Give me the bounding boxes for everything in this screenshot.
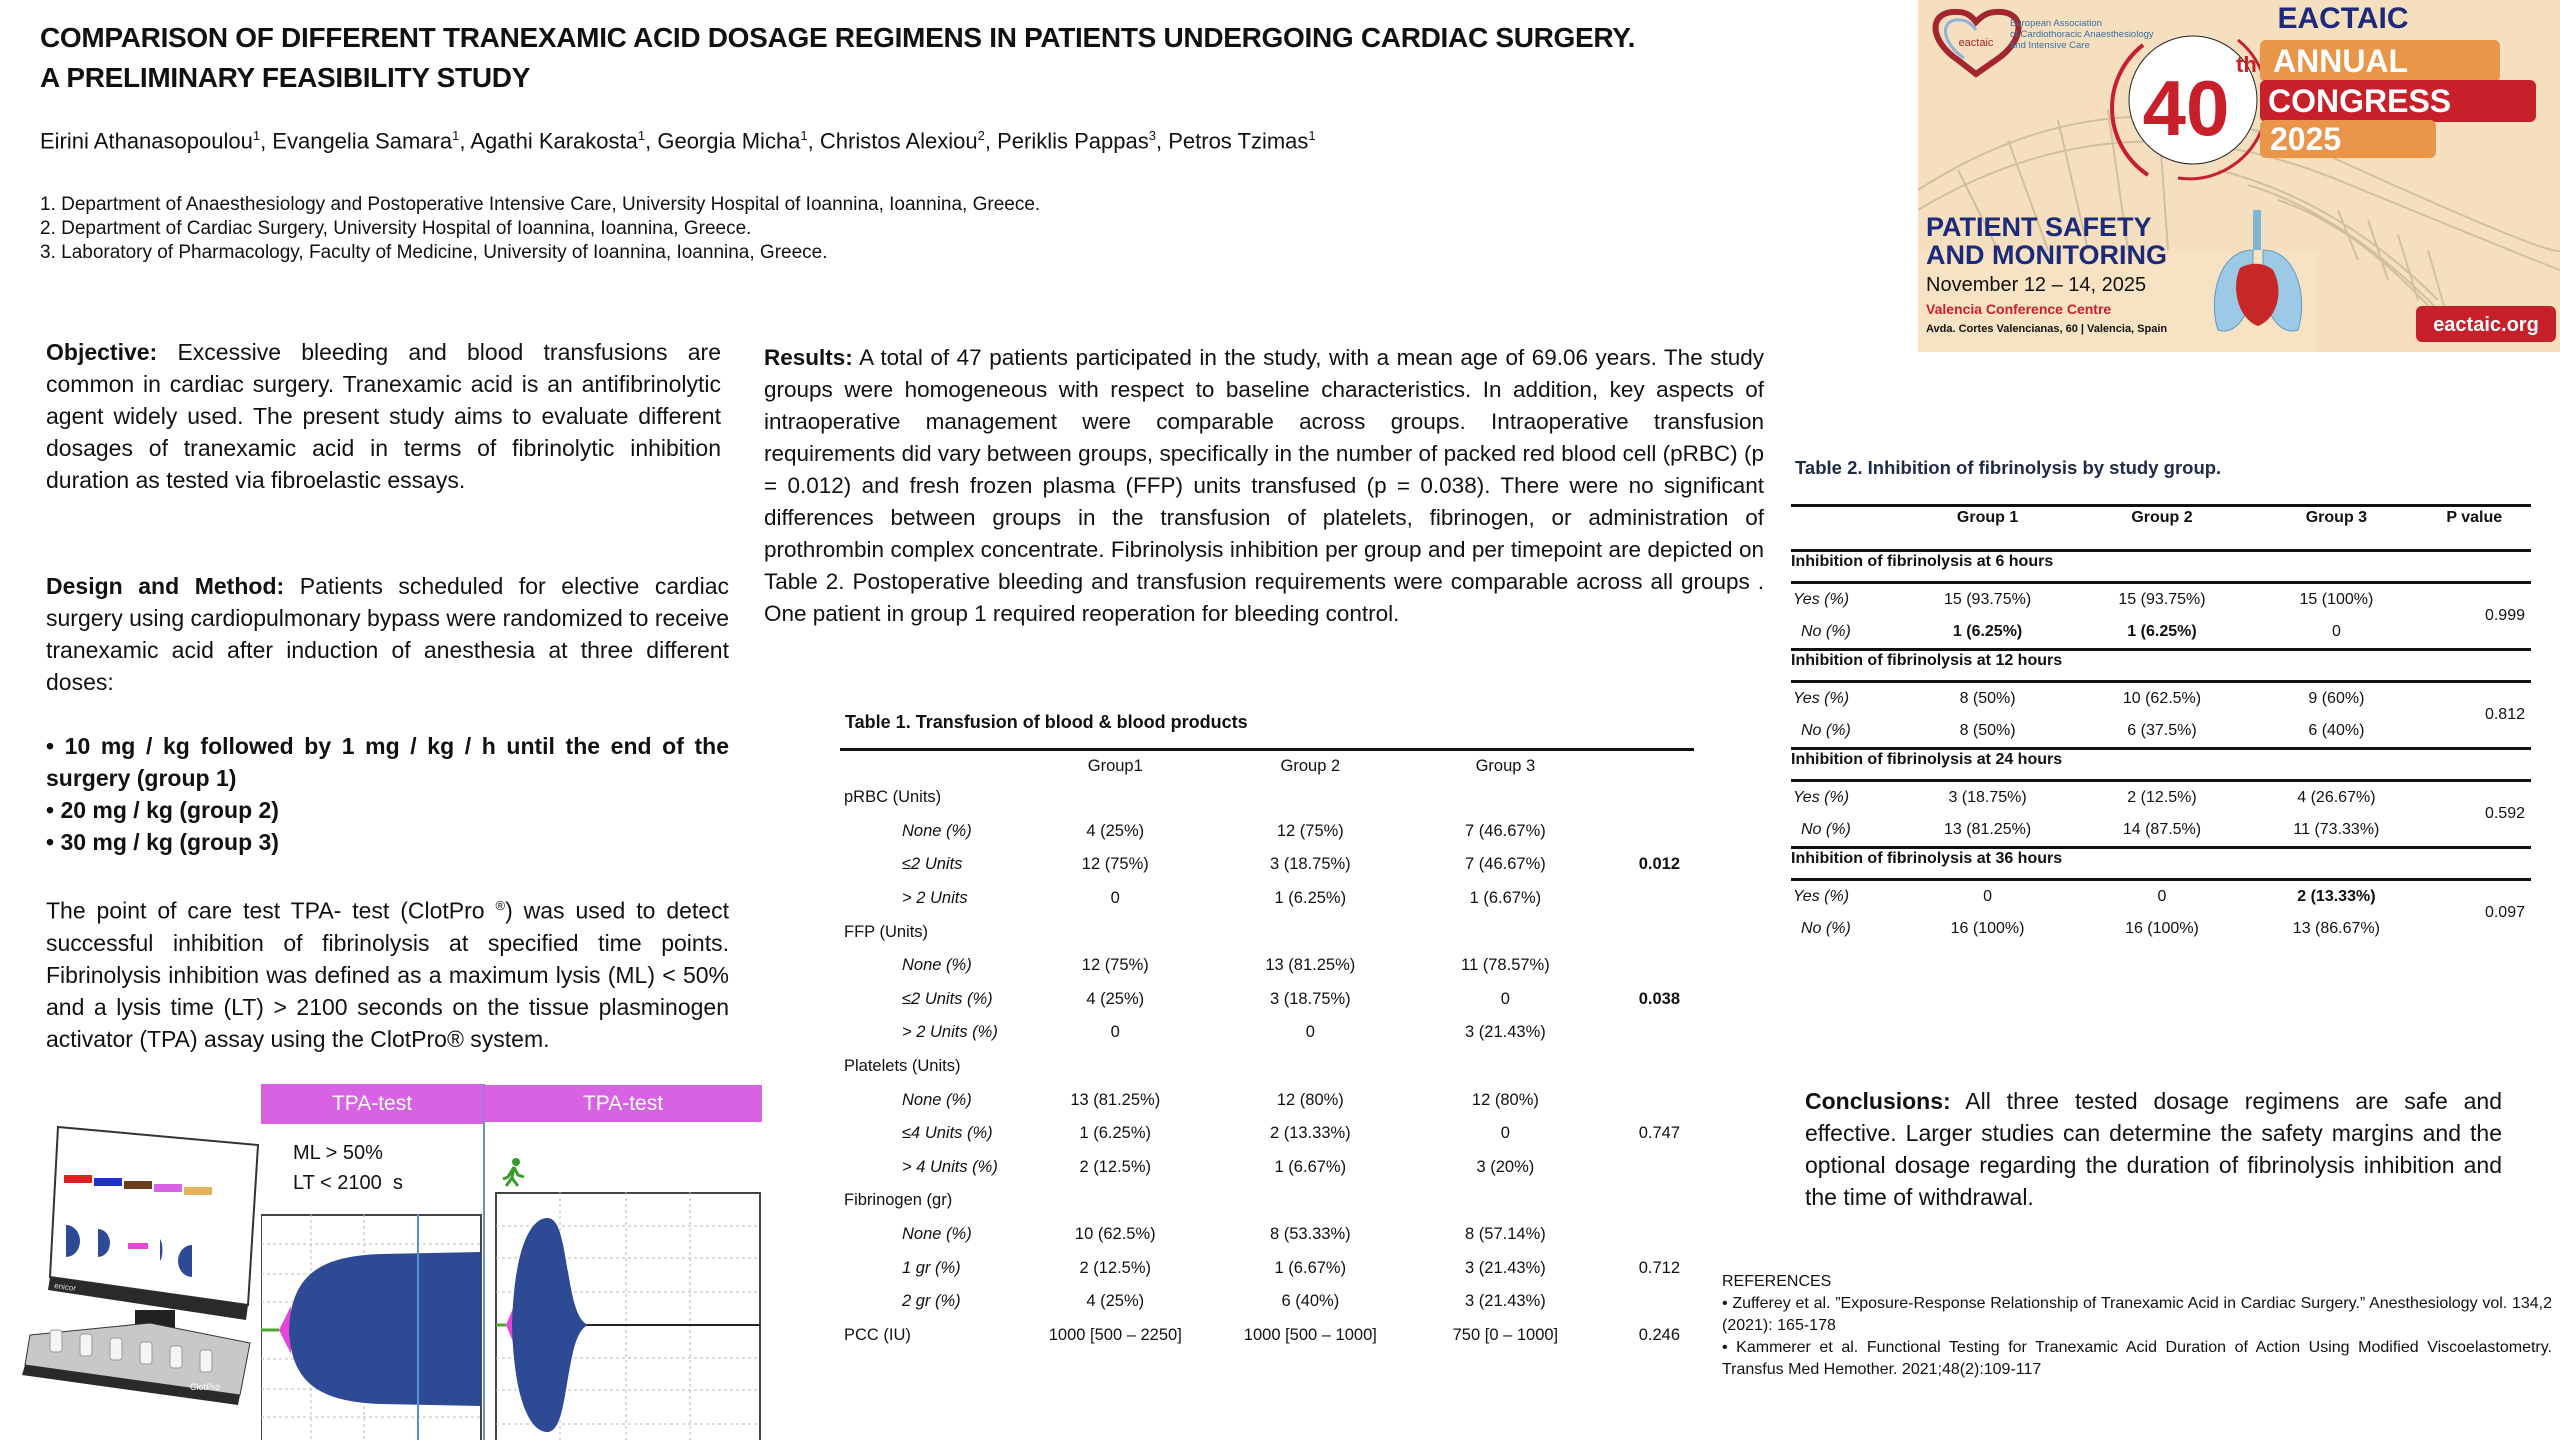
table1-p-value [1603, 1083, 1694, 1117]
table2-cell: 6 (40%) [2308, 722, 2365, 739]
table2-cell: 8 (50%) [1900, 682, 2074, 716]
objective-text: Excessive bleeding and blood transfusions are common in cardiac surgery. Tranexamic acid is an antifibrinolytic agent widely used. The present study aims to evaluate different dosages of tranexamic acid in terms of fibrinolytic inhibition duration as tested via fibroelastic essays. [46, 339, 721, 493]
table1-cell: 1 (6.67%) [1274, 1157, 1347, 1176]
table2-column-header: P value [2424, 506, 2531, 551]
table1-cell: 12 (75%) [1081, 855, 1149, 874]
running-person-icon [500, 1157, 526, 1187]
design-label: Design and Method: [46, 573, 285, 599]
congress-label: CONGRESS [2268, 83, 2452, 119]
table2-cell: 0 [2331, 623, 2341, 640]
design-text: Patients scheduled for elective cardiac surgery using cardiopulmonary bypass were randomized to receive tranexamic acid after induction of anesthesia at three different doses: [46, 573, 730, 695]
table1-column-header: Group 2 [1213, 750, 1408, 782]
conclusions-section [1805, 1085, 2502, 1213]
table1-cell: 1000 [500 – 2250] [1048, 1325, 1182, 1344]
dose-list [46, 730, 729, 858]
table1-row-label: > 2 Units (%) [902, 1023, 998, 1042]
edition-suffix: th [2236, 52, 2257, 77]
table1-cell: 7 (46.67%) [1465, 855, 1546, 874]
table2-cell: 8 (50%) [1959, 722, 2016, 739]
table2-section-row [1791, 650, 2531, 682]
website-link: eactaic.org [2433, 314, 2539, 336]
table1-row [840, 1016, 1694, 1050]
author-name: Eirini Athanasopoulou [40, 128, 253, 154]
table1-cell: 1 (6.25%) [1274, 889, 1347, 908]
year-label: 2025 [2270, 121, 2342, 157]
table1-cell: 0 [1110, 889, 1120, 908]
table2-row-no [1791, 814, 2531, 848]
table2-cell: 2 (13.33%) [2249, 880, 2423, 914]
table1-section-label: Platelets (Units) [844, 1057, 961, 1076]
table1-cell: 12 (75%) [1081, 956, 1149, 975]
ml-criterion: ML > 50% [293, 1142, 383, 1164]
table1-cell: 2 (12.5%) [1079, 1258, 1152, 1277]
table2-row-yes [1791, 583, 2531, 617]
eactaic-label: EACTAIC [2277, 2, 2409, 35]
table1-cell: 0 [1305, 1023, 1315, 1042]
table2-cell: 6 (37.5%) [2127, 722, 2197, 739]
affiliation-1: 1. Department of Anaesthesiology and Postoperative Intensive Care, University Hospital of Ioannina, Ioannina, Greece. [40, 194, 1041, 215]
table1-row [840, 1151, 1694, 1185]
author-affiliation-mark: 1 [637, 128, 646, 143]
table1-p-value: 0.038 [1638, 989, 1680, 1008]
table1-row-label: > 4 Units (%) [902, 1157, 998, 1176]
table1-p-value [1603, 815, 1694, 849]
table2-cell: 16 (100%) [1950, 920, 2025, 937]
table1-cell: 1000 [500 – 1000] [1243, 1325, 1377, 1344]
table2-cell: 4 (26.67%) [2249, 781, 2423, 815]
poster-title [40, 18, 1660, 98]
table1-row [840, 1083, 1694, 1117]
table2-row-label: Yes (%) [1791, 880, 1900, 914]
svg-text:enicor: enicor [53, 1281, 77, 1294]
table1-cell: 6 (40%) [1281, 1292, 1340, 1311]
author-list: Eirini Athanasopoulou$^1$, Evangelia Samara$^1$, Agathi Karakosta$^1$, Georgia Micha$^1$, Christos Alexiou$^2$, Periklis Pappas$^3$, Petros Tzimas$^1$ [40, 128, 1316, 154]
table2-row-no [1791, 715, 2531, 749]
table2-cell: 9 (60%) [2249, 682, 2423, 716]
table1-section-row [840, 1184, 1694, 1218]
tpa-curve-2 [484, 1192, 762, 1440]
theme-line-1: PATIENT SAFETY [1926, 212, 2152, 242]
table1-row [840, 1218, 1694, 1252]
results-label: Results: [764, 345, 853, 370]
table2-section-label: Inhibition of fibrinolysis at 6 hours [1791, 551, 2531, 583]
theme-line-2: AND MONITORING [1926, 240, 2167, 270]
objective-section [46, 336, 721, 496]
table2-cell: 15 (100%) [2249, 583, 2423, 617]
table1-cell: 1 (6.67%) [1469, 889, 1542, 908]
table1-cell: 11 (78.57%) [1461, 956, 1550, 975]
congress-venue: Valencia Conference Centre [1926, 301, 2112, 317]
table2-row-no [1791, 913, 2531, 945]
table2-column-header: Group 3 [2249, 506, 2423, 551]
table1-title: Table 1. Transfusion of blood & blood products [845, 712, 1248, 732]
table1-column-header: Group1 [1018, 750, 1213, 782]
table1-cell: 13 (81.25%) [1070, 1090, 1161, 1109]
table1-row [840, 882, 1694, 916]
table1-cell: 1 (6.67%) [1274, 1258, 1347, 1277]
table1 [840, 748, 1694, 1352]
table2-p-value: 0.812 [2424, 682, 2531, 749]
table2-header-row [1791, 506, 2531, 551]
table2-cell: 11 (73.33%) [2293, 821, 2380, 838]
table1-cell: 1 (6.25%) [1079, 1124, 1152, 1143]
author-affiliation-mark: 1 [800, 128, 808, 143]
design-section [46, 570, 729, 698]
table1-row-label: None (%) [902, 1225, 972, 1244]
table1-cell: 3 (18.75%) [1269, 989, 1351, 1008]
affiliation-2: 2. Department of Cardiac Surgery, University Hospital of Ioannina, Ioannina, Greece. [40, 218, 752, 239]
table1-cell: 4 (25%) [1086, 821, 1145, 840]
table1-cell: 3 (21.43%) [1465, 1292, 1546, 1311]
table1-row-label: > 2 Units [902, 889, 968, 908]
table1-p-value [1603, 1218, 1694, 1252]
table1-row-label: None (%) [902, 956, 972, 975]
conclusions-label: Conclusions: [1805, 1088, 1951, 1114]
table1-header-row [840, 750, 1694, 782]
table1-p-value [1603, 1016, 1694, 1050]
table1-section-label: Fibrinogen (gr) [844, 1191, 953, 1210]
table1-cell: 0 [1500, 989, 1510, 1008]
table1-row [840, 1117, 1694, 1151]
table2-row-label: Yes (%) [1791, 781, 1900, 815]
conclusions-text: All three tested dosage regimens are safe and effective. Larger studies can determine the safety margins and the optional dosage regarding the duration of fibrinolysis inhibition and the time of withdrawal. [1805, 1088, 2503, 1210]
author-affiliation-mark: 1 [252, 128, 261, 143]
table1-cell: 12 (80%) [1276, 1090, 1344, 1109]
table1-p-value [1603, 882, 1694, 916]
table2-row-yes [1791, 682, 2531, 716]
table1-row-label: ≤2 Units (%) [902, 989, 993, 1008]
table1-p-value [1603, 949, 1694, 983]
table1-cell: 4 (25%) [1086, 989, 1145, 1008]
table2-row-no [1791, 616, 2531, 650]
table2-cell: 1 (6.25%) [2127, 623, 2197, 640]
device-model-label: ClotPro [190, 1382, 221, 1392]
table1-cell: 8 (57.14%) [1465, 1225, 1546, 1244]
table1-cell: 3 (21.43%) [1465, 1258, 1546, 1277]
table1-row [840, 848, 1694, 882]
results-section [764, 342, 1764, 630]
table2-section-label: Inhibition of fibrinolysis at 24 hours [1791, 749, 2531, 781]
reference-item: • Zufferey et al. ”Exposure-Response Relationship of Tranexamic Acid in Cardiac Surgery.” Anesthesiology vol. 134,2 (2021): 165-178 [1722, 1295, 2552, 1334]
table2-cell: 16 (100%) [2125, 920, 2199, 937]
congress-banner [1918, 0, 2560, 352]
table2-section-row [1791, 551, 2531, 583]
tpa-curve-1 [261, 1214, 483, 1440]
table1-cell: 2 (13.33%) [1269, 1124, 1351, 1143]
table1-section-label: FFP (Units) [844, 922, 929, 941]
author-name: Petros Tzimas [1168, 128, 1309, 154]
author-name: Christos Alexiou [819, 128, 978, 154]
table1-p-value [1603, 1285, 1694, 1319]
table1-row-label: PCC (IU) [844, 1325, 911, 1344]
table2-section-row [1791, 749, 2531, 781]
table1-section-row [840, 915, 1694, 949]
tpa-panel-1-title: TPA-test [261, 1084, 483, 1124]
table1-row [840, 983, 1694, 1017]
tpa-panel-1 [261, 1084, 485, 1440]
table1-cell: 12 (75%) [1276, 821, 1344, 840]
author-name: Evangelia Samara [272, 128, 453, 154]
table2-cell: 3 (18.75%) [1900, 781, 2074, 815]
table1-cell: 3 (18.75%) [1269, 855, 1351, 874]
table2-cell: 13 (81.25%) [1943, 821, 2032, 838]
table1-row [840, 1285, 1694, 1319]
table2-cell: 14 (87.5%) [2122, 821, 2202, 838]
table2-section-label: Inhibition of fibrinolysis at 12 hours [1791, 650, 2531, 682]
lt-criterion: LT < 2100 s [293, 1172, 403, 1194]
tpa-panel-2 [484, 1085, 762, 1440]
table1-row-label: ≤2 Units [902, 855, 963, 874]
tpa-panel-2-title: TPA-test [484, 1085, 762, 1122]
table2-cell: 13 (86.67%) [2292, 920, 2380, 937]
author-affiliation-mark: 2 [977, 128, 985, 143]
table1-cell: 4 (25%) [1086, 1292, 1145, 1311]
table1-cell: 7 (46.67%) [1465, 821, 1546, 840]
org-name-1: European Association [2010, 18, 2102, 29]
heart-lungs-icon [2214, 210, 2301, 331]
affiliations [40, 193, 1040, 265]
table1-row [840, 1251, 1694, 1285]
table1-row-label: None (%) [902, 1090, 972, 1109]
author-name: Periklis Pappas [997, 128, 1149, 154]
results-text: A total of 47 patients participated in the study, with a mean age of 69.06 years. The study groups were homogeneous with respect to baseline characteristics. In addition, key aspects of intraoperative management were comparable across groups. Intraoperative transfusion requirements did vary between groups, specifically in the number of packed red blood cell (pRBC) (p = 0.012) and fresh frozen plasma (FFP) units transfused (p = 0.038). There were no significant differences between groups in the transfusion of platelets, fibrinogen, or administration of prothrombin complex concentrate. Fibrinolysis inhibition per group and per timepoint are depicted on Table 2. Postoperative bleeding and transfusion requirements were comparable across all groups . One patient in group 1 required reoperation for bleeding control. [764, 345, 1764, 626]
table2-p-value: 0.097 [2424, 880, 2531, 946]
table1-section-row [840, 781, 1694, 815]
objective-label: Objective: [46, 339, 158, 365]
table2-row-label: No (%) [1801, 920, 1851, 937]
table2-cell: 1 (6.25%) [1952, 623, 2023, 640]
table1-row [840, 949, 1694, 983]
table1-row-label: ≤4 Units (%) [902, 1124, 993, 1143]
title-line-1: COMPARISON OF DIFFERENT TRANEXAMIC ACID DOSAGE REGIMENS IN PATIENTS UNDERGOING CARDIAC SURGERY. [40, 22, 1636, 53]
author-affiliation-mark: 3 [1148, 128, 1156, 143]
table1-cell: 2 (12.5%) [1079, 1157, 1152, 1176]
table2-row-label: Yes (%) [1791, 583, 1900, 617]
table1-p-header [1603, 750, 1694, 782]
table1-cell: 12 (80%) [1471, 1090, 1539, 1109]
table1-p-value: 0.712 [1638, 1258, 1680, 1277]
affiliation-3: 3. Laboratory of Pharmacology, Faculty of Medicine, University of Ioannina, Ioannina, Greece. [40, 242, 828, 263]
table1-cell: 0 [1110, 1023, 1120, 1042]
table1-pcc-row [840, 1319, 1694, 1353]
clotpro-figure [0, 1075, 770, 1440]
table2-corner [1791, 506, 1900, 551]
dose-item: • 30 mg / kg (group 3) [46, 829, 279, 855]
table2 [1791, 504, 2531, 945]
table2-column-header: Group 1 [1900, 506, 2074, 551]
table2-cell: 10 (62.5%) [2075, 682, 2249, 716]
table1-corner [840, 750, 1018, 782]
references-section [1722, 1271, 2552, 1381]
table1-column-header: Group 3 [1408, 750, 1603, 782]
reference-item: • Kammerer et al. Functional Testing for Tranexamic Acid Duration of Action Using Modified Viscoelastometry. Transfus Med Hemother. 2021;48(2):109-117 [1722, 1339, 2552, 1378]
table1-section-label: pRBC (Units) [844, 788, 942, 807]
org-name-2: of Cardiothoracic Anaesthesiology [2010, 29, 2154, 40]
table1-p-value: 0.246 [1638, 1325, 1680, 1344]
edition-number: 40 [2142, 64, 2230, 152]
table2-section-row [1791, 848, 2531, 880]
table1-row [840, 815, 1694, 849]
annual-label: ANNUAL [2273, 43, 2409, 79]
table1-row-label: 1 gr (%) [902, 1258, 961, 1277]
table2-cell: 2 (12.5%) [2075, 781, 2249, 815]
method-text-a: The point of care test TPA- test (ClotPro [46, 897, 496, 924]
table2-section-label: Inhibition of fibrinolysis at 36 hours [1791, 848, 2531, 880]
congress-address: Avda. Cortes Valencianas, 60 | Valencia, Spain [1926, 323, 2168, 335]
table1-section-row [840, 1050, 1694, 1084]
table2-row-yes [1791, 781, 2531, 815]
banner-artwork [1918, 0, 2560, 352]
table1-row-label: None (%) [902, 821, 972, 840]
table2-cell: 0 [1900, 880, 2074, 914]
table1-cell: 0 [1500, 1124, 1510, 1143]
method-paragraph [46, 890, 729, 1055]
table2-title: Table 2. Inhibition of fibrinolysis by study group. [1795, 457, 2222, 478]
table1-cell: 8 (53.33%) [1269, 1225, 1351, 1244]
org-name-3: and Intensive Care [2010, 40, 2090, 51]
congress-dates: November 12 – 14, 2025 [1926, 274, 2147, 296]
table1-cell: 10 (62.5%) [1074, 1225, 1156, 1244]
table2-p-value: 0.999 [2424, 583, 2531, 650]
references-heading: REFERENCES [1722, 1273, 1832, 1290]
table1-cell: 13 (81.25%) [1265, 956, 1356, 975]
eactaic-logo-icon [1936, 12, 2019, 74]
svg-text:eactaic: eactaic [1958, 37, 1994, 49]
table1-p-value: 0.747 [1638, 1124, 1680, 1143]
table2-row-label: No (%) [1801, 623, 1851, 640]
table2-row-label: No (%) [1801, 821, 1851, 838]
dose-item: • 20 mg / kg (group 2) [46, 797, 279, 823]
table1-cell: 750 [0 – 1000] [1452, 1325, 1559, 1344]
title-line-2: A PRELIMINARY FEASIBILITY STUDY [40, 62, 531, 93]
table2-column-header: Group 2 [2075, 506, 2249, 551]
author-name: Georgia Micha [657, 128, 801, 154]
author-affiliation-mark: 1 [452, 128, 460, 143]
table2-cell: 0 [2075, 880, 2249, 914]
author-name: Agathi Karakosta [470, 128, 638, 154]
table1-row-label: 2 gr (%) [902, 1292, 961, 1311]
table1-cell: 3 (20%) [1476, 1157, 1535, 1176]
table2-p-value: 0.592 [2424, 781, 2531, 848]
table2-row-label: Yes (%) [1791, 682, 1900, 716]
clotpro-device-icon [0, 1105, 260, 1405]
table2-row-yes [1791, 880, 2531, 914]
registered-mark: ® [495, 898, 506, 913]
table1-p-value: 0.012 [1638, 855, 1680, 874]
author-affiliation-mark: 1 [1308, 128, 1316, 143]
dose-item: • 10 mg / kg followed by 1 mg / kg / h until the end of the surgery (group 1) [46, 733, 729, 791]
table2-cell: 15 (93.75%) [1900, 583, 2074, 617]
table1-cell: 3 (21.43%) [1465, 1023, 1546, 1042]
table2-row-label: No (%) [1801, 722, 1851, 739]
table1-p-value [1603, 1151, 1694, 1185]
table2-cell: 15 (93.75%) [2075, 583, 2249, 617]
method-text-b: ) was used to detect successful inhibition of fibrinolysis at specified time points. Fibrinolysis inhibition was defined as a maximum lysis (ML) < 50% and a lysis time (LT) > 2100 seconds on the tissue plasminogen activator (TPA) assay using the ClotPro® system. [46, 897, 729, 1052]
